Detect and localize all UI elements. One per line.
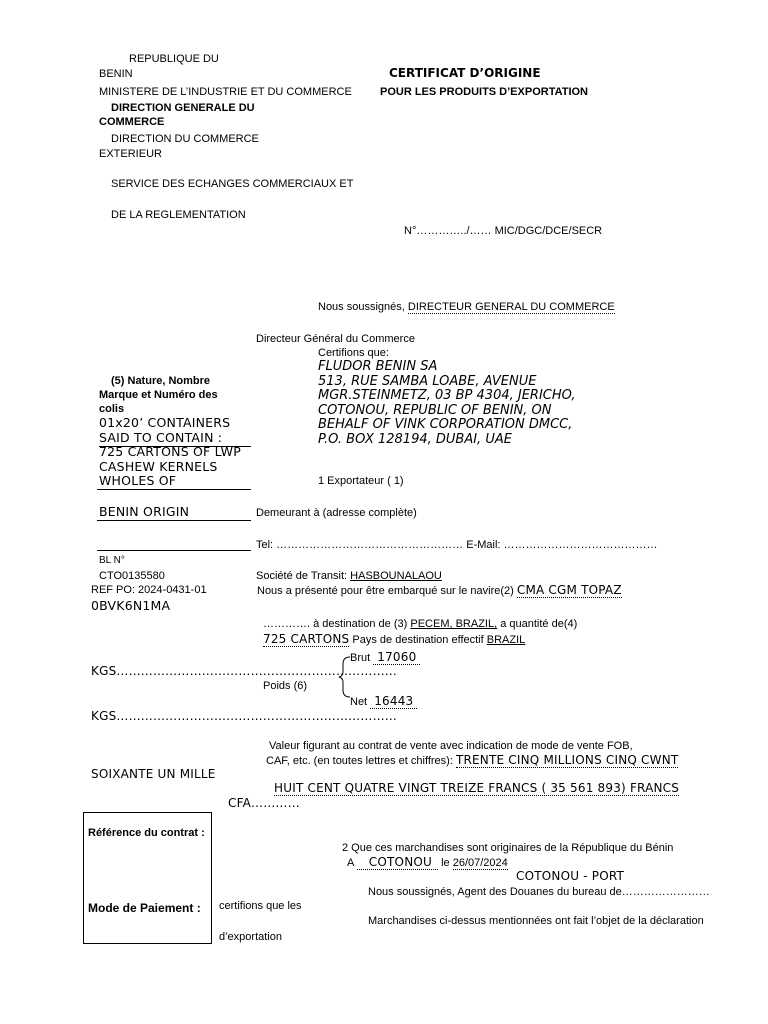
valeur-line-2: [266, 753, 678, 768]
brut-label: Brut: [350, 652, 371, 664]
valeur-line-2-prefix: CAF, etc. (en toutes lettres et chiffres):: [266, 755, 453, 767]
certifions-que-les: certifions que les: [219, 900, 302, 912]
kgs-dots-1: KGS……………………………………………………………: [91, 664, 397, 678]
certificate-reference: N°…………../…… MIC/DGC/DCE/SECR: [404, 225, 603, 237]
goods-line-1: 01x20’ CONTAINERS: [99, 415, 231, 430]
origin-rule: [97, 520, 251, 521]
transit-line: [256, 569, 442, 583]
navire-line: [257, 583, 622, 598]
navire-prefix: Nous a présenté pour être embarqué sur le navire(2): [257, 585, 514, 597]
net-line: [350, 694, 417, 709]
valeur-line-5: CFA…………: [228, 796, 300, 810]
soussignes-line: [318, 300, 615, 314]
goods-rule-2: [97, 489, 251, 490]
certificate-subtitle: POUR LES PRODUITS D’EXPORTATION: [380, 86, 588, 98]
soussignes-prefix: Nous soussignés,: [318, 301, 405, 313]
quantite-line: [263, 632, 525, 647]
mode-paiement-label: Mode de Paiement :: [88, 901, 201, 915]
place-date-line: [347, 855, 508, 870]
destination-value: PECEM, BRAZIL,: [410, 618, 498, 630]
exporter-line-1: FLUDOR BENIN SA: [318, 359, 438, 374]
nature-label-2: Marque et Numéro des: [99, 389, 218, 401]
destination-line: [263, 617, 577, 631]
poids-label: Poids (6): [263, 680, 308, 692]
nature-label-1: (5) Nature, Nombre: [111, 375, 211, 387]
net-label: Net: [350, 696, 368, 708]
exporter-line-3: MGR.STEINMETZ, 03 BP 4304, JERICHO,: [318, 388, 576, 403]
tel-email-line: Tel: …………………………………………… E-Mail: ……………………………………: [256, 539, 658, 551]
ministry-name: MINISTERE DE L’INDUSTRIE ET DU COMMERCE: [99, 86, 352, 98]
demeurant-label: Demeurant à (adresse complète): [256, 507, 417, 519]
origin-value: BENIN ORIGIN: [99, 504, 190, 519]
valeur-line-1: Valeur figurant au contrat de vente avec indication de mode de vente FOB,: [269, 740, 633, 752]
valeur-line-4: HUIT CENT QUATRE VINGT TREIZE FRANCS ( 35 561 893) FRANCS: [274, 781, 680, 795]
brut-line: [350, 650, 420, 665]
pays-value: BRAZIL: [486, 634, 526, 646]
transit-value: HASBOUNALAOU: [350, 570, 442, 582]
le-label: le: [441, 857, 450, 869]
dg-line2: COMMERCE: [99, 116, 165, 128]
exportateur-label: 1 Exportateur ( 1): [318, 475, 404, 487]
bl-label: BL N°: [99, 555, 125, 566]
marchandises-line: Marchandises ci-dessus mentionnées ont fait l’objet de la déclaration: [368, 915, 704, 927]
dce-line2: EXTERIEUR: [99, 148, 162, 160]
republic-line2: BENIN: [99, 68, 133, 80]
exporter-line-2: 513, RUE SAMBA LOABE, AVENUE: [318, 373, 537, 389]
origine-line: 2 Que ces marchandises sont originaires de la République du Bénin: [342, 842, 674, 854]
soussignes-value: DIRECTEUR GENERAL DU COMMERCE: [407, 301, 615, 313]
goods-line-4: CASHEW KERNELS: [99, 459, 218, 474]
pays-prefix: Pays de destination effectif: [352, 634, 484, 646]
dg-line1: DIRECTION GENERALE DU: [111, 102, 255, 114]
ref-code: 0BVK6N1MA: [91, 598, 171, 613]
reference-contrat-label: Référence du contrat :: [88, 827, 205, 839]
valeur-line-2-value: TRENTE CINQ MILLIONS CINQ CWNT: [455, 753, 679, 767]
quantite-label: a quantité de(4): [500, 618, 578, 630]
bl-value: CTO0135580: [99, 570, 165, 582]
exporter-line-5: BEHALF OF VINK CORPORATION DMCC,: [318, 417, 573, 432]
net-value: 16443: [370, 694, 417, 709]
goods-line-2: SAID TO CONTAIN :: [99, 430, 223, 445]
quantite-value: 725 CARTONS: [263, 632, 350, 646]
a-value: COTONOU: [357, 855, 438, 870]
a-label: A: [347, 857, 354, 869]
destination-prefix: …………. à destination de (3): [263, 618, 408, 630]
certificate-title: CERTIFICAT D’ORIGINE: [389, 66, 541, 80]
exporter-line-4: COTONOU, REPUBLIC OF BENIN, ON: [318, 402, 552, 418]
exporter-line-6: P.O. BOX 128194, DUBAI, UAE: [318, 431, 512, 447]
transit-prefix: Société de Transit:: [256, 570, 348, 582]
navire-value: CMA CGM TOPAZ: [516, 583, 622, 597]
exportation-line: d’exportation: [219, 931, 282, 943]
service-line2: DE LA REGLEMENTATION: [111, 209, 246, 221]
goods-line-5: WHOLES OF: [99, 473, 177, 488]
republic-line1: REPUBLIQUE DU: [129, 53, 219, 65]
directeur-label: Directeur Général du Commerce: [256, 333, 415, 345]
brut-value: 17060: [373, 650, 420, 665]
douanes-line: Nous soussignés, Agent des Douanes du bureau de……………………: [368, 886, 710, 898]
certifions-label: Certifions que:: [318, 347, 389, 359]
valeur-line-3: SOIXANTE UN MILLE: [91, 767, 216, 781]
service-line1: SERVICE DES ECHANGES COMMERCIAUX ET: [111, 178, 354, 190]
blank-rule: [97, 550, 251, 551]
ref-po: REF PO: 2024-0431-01: [91, 584, 207, 596]
le-value: 26/07/2024: [452, 857, 508, 869]
dce-line1: DIRECTION DU COMMERCE: [111, 133, 259, 145]
nature-label-3: colis: [99, 403, 125, 415]
port-value: COTONOU - PORT: [516, 869, 625, 883]
kgs-dots-2: KGS……………………………………………………………: [91, 709, 397, 723]
goods-line-3: 725 CARTONS OF LWP: [99, 444, 241, 459]
